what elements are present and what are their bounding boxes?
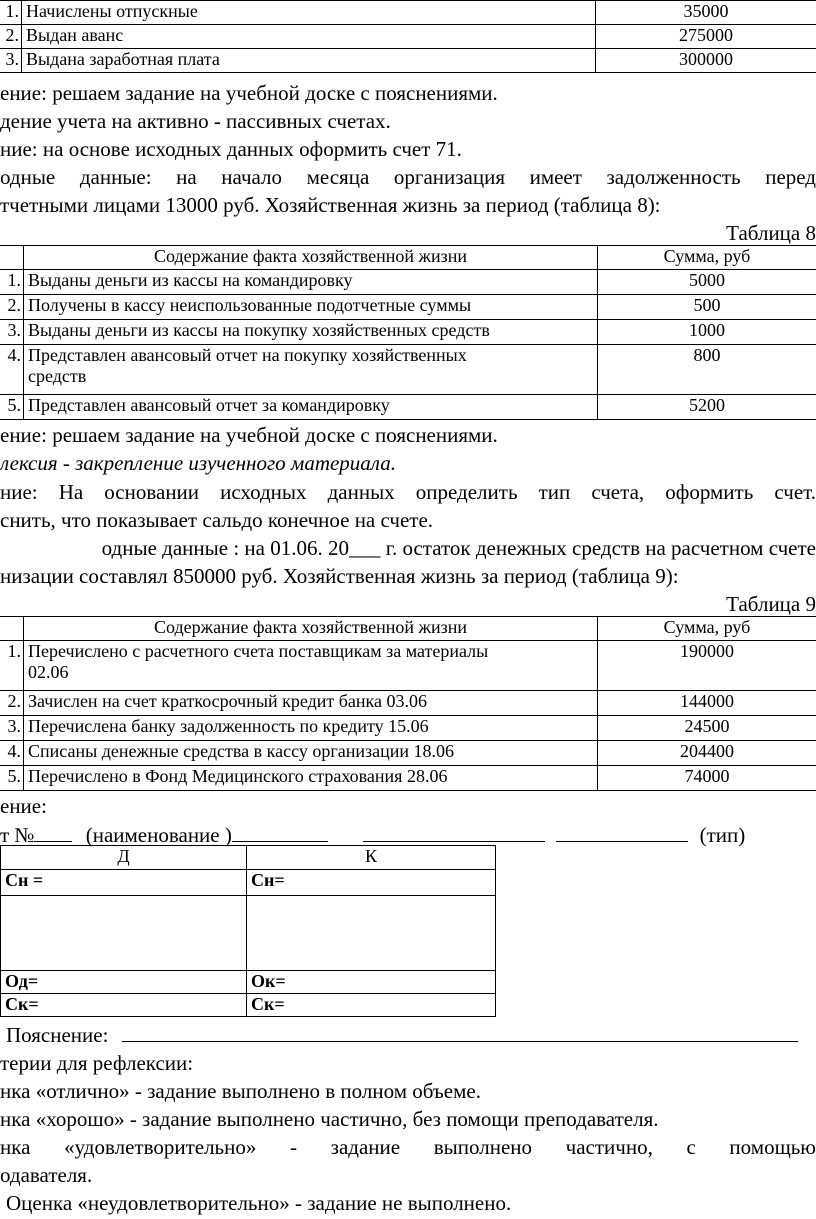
explanation-blank[interactable] (122, 1021, 798, 1042)
account-heading-line: т № (наименование ) (тип) (0, 823, 746, 847)
solution-label: ение: (0, 794, 47, 818)
table-row: 2. Зачислен на счет краткосрочный кредит банка 03.06 144000 (0, 691, 816, 716)
criterion-unsatisfactory: Оценка «неудовлетворительно» - задание не выполнено. (6, 1191, 512, 1215)
debit-turnover: Од= (1, 971, 247, 994)
table-row: 5. Представлен авансовый отчет за командировку 5200 (0, 395, 816, 420)
table-row: 4. Представлен авансовый отчет на покупку хозяйственных средств 800 (0, 345, 816, 395)
closing-balance-debit: Ск= (1, 994, 247, 1017)
table-row: 2. Получены в кассу неиспользованные подотчетные суммы 500 (0, 295, 816, 320)
task-line-2: ние: На основании исходных данных определить тип счета, оформить счет. (0, 480, 816, 504)
table-row: 4. Списаны денежные средства в кассу организации 18.06 204400 (0, 741, 816, 766)
solution-line-2: ение: решаем задание на учебной доске с пояснениями. (0, 423, 498, 447)
table-8 (0, 245, 816, 420)
table-caption-9: Таблица 9 (726, 592, 816, 616)
credit-entries-cell[interactable] (247, 896, 496, 971)
table-row: 3. Перечислена банку задолженность по кредиту 15.06 24500 (0, 716, 816, 741)
table-header-row: Содержание факта хозяйственной жизни Сумма, руб (0, 617, 816, 641)
table-row: 1. Выданы деньги из кассы на командировку 5000 (0, 270, 816, 295)
explanation-line: Пояснение: (6, 1021, 798, 1048)
table-caption: Таблица 8 (726, 221, 816, 245)
input-data-line: одные данные: на начало месяца организация имеет задолженность перед (0, 165, 816, 189)
table-row: 1. Начислены отпускные 35000 (0, 1, 816, 25)
table-9 (0, 616, 816, 791)
debit-entries-cell[interactable] (1, 896, 247, 971)
account-name-blank-2[interactable] (363, 821, 545, 842)
credit-header: К (247, 846, 496, 870)
table-row: 5. Перечислено в Фонд Медицинского страхования 28.06 74000 (0, 766, 816, 791)
closing-balance-credit: Ск= (247, 994, 496, 1017)
input-data-line-3: одные данные : на 01.06. 20___ г. остаток денежных средств на расчетном счете (101, 536, 816, 560)
table-row: 1. Перечислено с расчетного счета поставщикам за материалы 02.06 190000 (0, 641, 816, 691)
account-type-blank[interactable] (556, 821, 688, 842)
criteria-heading: терии для рефлексии: (0, 1051, 194, 1075)
criterion-excellent: нка «отлично» - задание выполнено в полном объеме. (0, 1079, 481, 1103)
criterion-satisfactory: нка «удовлетворительно» - задание выполнено частично, с помощью (0, 1135, 816, 1159)
debit-header: Д (1, 846, 247, 870)
criterion-good: нка «хорошо» - задание выполнено частично, без помощи преподавателя. (0, 1107, 659, 1131)
opening-balance-debit: Сн = (1, 870, 247, 896)
input-data-line-4: низации составлял 850000 руб. Хозяйственная жизнь за период (таблица 9): (0, 564, 679, 588)
account-number-blank[interactable] (34, 821, 72, 842)
opening-balance-credit: Сн= (247, 870, 496, 896)
table-row: 3. Выданы деньги из кассы на покупку хозяйственных средств 1000 (0, 320, 816, 345)
table-row: 3. Выдана заработная плата 300000 (0, 49, 816, 73)
task-line-3: снить, что показывает сальдо конечное на счете. (0, 508, 434, 532)
task-line: ние: на основе исходных данных оформить счет 71. (0, 137, 462, 161)
section-heading: дение учета на активно - пассивных счетах. (0, 109, 391, 133)
credit-turnover: Ок= (247, 971, 496, 994)
table-header-row: Содержание факта хозяйственной жизни Сумма, руб (0, 246, 816, 270)
t-account-table (0, 845, 496, 1017)
reflection-heading: лексия - закрепление изученного материала. (0, 451, 396, 475)
criterion-satisfactory-cont: одавателя. (0, 1163, 93, 1187)
input-data-line-2: тчетными лицами 13000 руб. Хозяйственная жизнь за период (таблица 8): (0, 193, 661, 217)
table-row: 2. Выдан аванс 275000 (0, 25, 816, 49)
table-top (0, 0, 816, 73)
solution-line: ение: решаем задание на учебной доске с пояснениями. (0, 81, 498, 105)
account-name-blank[interactable] (232, 821, 328, 842)
